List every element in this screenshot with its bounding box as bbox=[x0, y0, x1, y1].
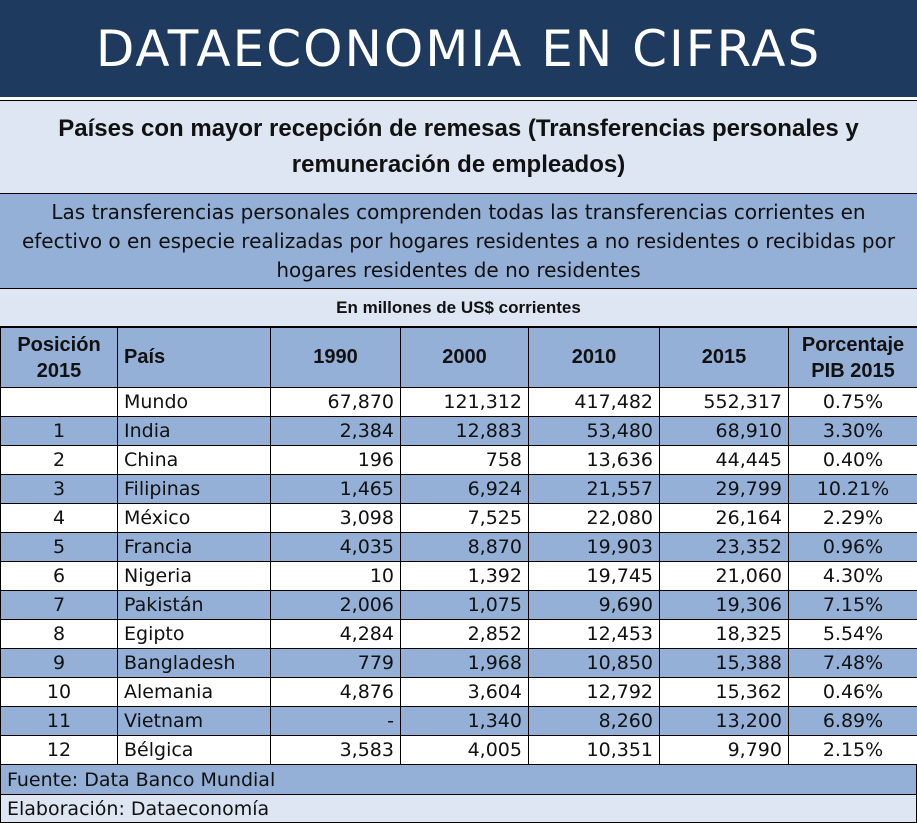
header-1990: 1990 bbox=[271, 328, 401, 388]
cell-position: 11 bbox=[1, 707, 118, 736]
cell-position: 12 bbox=[1, 736, 118, 765]
cell-2010: 10,351 bbox=[529, 736, 660, 765]
cell-2015: 23,352 bbox=[660, 533, 789, 562]
table-row bbox=[1, 678, 917, 707]
cell-2000: 758 bbox=[401, 446, 529, 475]
cell-position: 2 bbox=[1, 446, 118, 475]
cell-2010: 19,903 bbox=[529, 533, 660, 562]
cell-1990: - bbox=[271, 707, 401, 736]
cell-gdp-percent: 5.54% bbox=[789, 620, 917, 649]
table-row bbox=[1, 417, 917, 446]
cell-2000: 1,968 bbox=[401, 649, 529, 678]
header-row bbox=[1, 328, 917, 388]
cell-country: Alemania bbox=[118, 678, 271, 707]
cell-country: India bbox=[118, 417, 271, 446]
cell-2000: 121,312 bbox=[401, 388, 529, 417]
cell-country: Bangladesh bbox=[118, 649, 271, 678]
cell-2015: 44,445 bbox=[660, 446, 789, 475]
description-row bbox=[0, 194, 917, 289]
cell-country: México bbox=[118, 504, 271, 533]
cell-2010: 21,557 bbox=[529, 475, 660, 504]
header-position: Posición 2015 bbox=[1, 328, 118, 388]
cell-position: 7 bbox=[1, 591, 118, 620]
cell-position: 3 bbox=[1, 475, 118, 504]
cell-1990: 4,035 bbox=[271, 533, 401, 562]
table-row bbox=[1, 388, 917, 417]
cell-country: Nigeria bbox=[118, 562, 271, 591]
cell-country: Francia bbox=[118, 533, 271, 562]
cell-gdp-percent: 2.15% bbox=[789, 736, 917, 765]
cell-2000: 4,005 bbox=[401, 736, 529, 765]
cell-2010: 53,480 bbox=[529, 417, 660, 446]
cell-1990: 2,384 bbox=[271, 417, 401, 446]
cell-country: Pakistán bbox=[118, 591, 271, 620]
cell-2015: 26,164 bbox=[660, 504, 789, 533]
cell-position: 10 bbox=[1, 678, 118, 707]
table-row bbox=[1, 446, 917, 475]
cell-2000: 8,870 bbox=[401, 533, 529, 562]
cell-country: Egipto bbox=[118, 620, 271, 649]
cell-position bbox=[1, 388, 118, 417]
cell-gdp-percent: 0.46% bbox=[789, 678, 917, 707]
header-2010: 2010 bbox=[529, 328, 660, 388]
cell-1990: 2,006 bbox=[271, 591, 401, 620]
remittances-table bbox=[0, 327, 917, 765]
cell-2000: 2,852 bbox=[401, 620, 529, 649]
cell-2015: 15,362 bbox=[660, 678, 789, 707]
description-text: Las transferencias personales comprenden todas las transferencias corrientes en efectivo o en especie realizadas por hogares residentes a no residentes o recibidas por hogares residentes de no residentes bbox=[21, 199, 896, 282]
cell-position: 1 bbox=[1, 417, 118, 446]
cell-1990: 4,876 bbox=[271, 678, 401, 707]
cell-2010: 417,482 bbox=[529, 388, 660, 417]
cell-gdp-percent: 3.30% bbox=[789, 417, 917, 446]
banner-title: DATAECONOMIA EN CIFRAS bbox=[0, 0, 917, 100]
table-title-row bbox=[0, 100, 917, 194]
cell-gdp-percent: 4.30% bbox=[789, 562, 917, 591]
cell-country: Mundo bbox=[118, 388, 271, 417]
cell-gdp-percent: 2.29% bbox=[789, 504, 917, 533]
cell-1990: 67,870 bbox=[271, 388, 401, 417]
cell-2010: 9,690 bbox=[529, 591, 660, 620]
cell-2015: 21,060 bbox=[660, 562, 789, 591]
table-row bbox=[1, 649, 917, 678]
cell-1990: 1,465 bbox=[271, 475, 401, 504]
cell-2000: 6,924 bbox=[401, 475, 529, 504]
cell-position: 9 bbox=[1, 649, 118, 678]
table-row bbox=[1, 475, 917, 504]
cell-gdp-percent: 0.96% bbox=[789, 533, 917, 562]
table-body bbox=[1, 388, 917, 765]
table-row bbox=[1, 533, 917, 562]
cell-gdp-percent: 7.48% bbox=[789, 649, 917, 678]
cell-2010: 13,636 bbox=[529, 446, 660, 475]
cell-1990: 779 bbox=[271, 649, 401, 678]
cell-2015: 552,317 bbox=[660, 388, 789, 417]
cell-gdp-percent: 10.21% bbox=[789, 475, 917, 504]
cell-1990: 3,098 bbox=[271, 504, 401, 533]
cell-2015: 13,200 bbox=[660, 707, 789, 736]
credit-note: Elaboración: Dataeconomía bbox=[0, 795, 917, 823]
table-row bbox=[1, 707, 917, 736]
cell-2015: 29,799 bbox=[660, 475, 789, 504]
cell-2010: 8,260 bbox=[529, 707, 660, 736]
cell-2015: 9,790 bbox=[660, 736, 789, 765]
units-caption: En millones de US$ corrientes bbox=[0, 289, 917, 327]
cell-2000: 7,525 bbox=[401, 504, 529, 533]
cell-2010: 12,792 bbox=[529, 678, 660, 707]
cell-gdp-percent: 0.40% bbox=[789, 446, 917, 475]
cell-2015: 18,325 bbox=[660, 620, 789, 649]
cell-position: 5 bbox=[1, 533, 118, 562]
cell-2010: 10,850 bbox=[529, 649, 660, 678]
cell-2015: 19,306 bbox=[660, 591, 789, 620]
header-gdp-percent: Porcentaje PIB 2015 bbox=[789, 328, 917, 388]
cell-gdp-percent: 6.89% bbox=[789, 707, 917, 736]
cell-1990: 3,583 bbox=[271, 736, 401, 765]
cell-2000: 1,392 bbox=[401, 562, 529, 591]
cell-position: 6 bbox=[1, 562, 118, 591]
table-row bbox=[1, 591, 917, 620]
cell-2010: 19,745 bbox=[529, 562, 660, 591]
source-note: Fuente: Data Banco Mundial bbox=[0, 765, 917, 795]
cell-2010: 22,080 bbox=[529, 504, 660, 533]
cell-1990: 4,284 bbox=[271, 620, 401, 649]
cell-1990: 10 bbox=[271, 562, 401, 591]
cell-2000: 3,604 bbox=[401, 678, 529, 707]
cell-2015: 68,910 bbox=[660, 417, 789, 446]
table-row bbox=[1, 736, 917, 765]
table-row bbox=[1, 620, 917, 649]
table-row bbox=[1, 504, 917, 533]
header-2000: 2000 bbox=[401, 328, 529, 388]
header-country: País bbox=[118, 328, 271, 388]
cell-gdp-percent: 7.15% bbox=[789, 591, 917, 620]
cell-country: Vietnam bbox=[118, 707, 271, 736]
cell-2010: 12,453 bbox=[529, 620, 660, 649]
cell-2000: 1,340 bbox=[401, 707, 529, 736]
cell-gdp-percent: 0.75% bbox=[789, 388, 917, 417]
cell-2000: 1,075 bbox=[401, 591, 529, 620]
table-row bbox=[1, 562, 917, 591]
cell-country: China bbox=[118, 446, 271, 475]
cell-1990: 196 bbox=[271, 446, 401, 475]
cell-position: 4 bbox=[1, 504, 118, 533]
cell-2000: 12,883 bbox=[401, 417, 529, 446]
cell-country: Filipinas bbox=[118, 475, 271, 504]
header-2015: 2015 bbox=[660, 328, 789, 388]
cell-2015: 15,388 bbox=[660, 649, 789, 678]
cell-position: 8 bbox=[1, 620, 118, 649]
cell-country: Bélgica bbox=[118, 736, 271, 765]
table-title: Países con mayor recepción de remesas (Transferencias personales y remuneración de empleados) bbox=[58, 115, 859, 178]
